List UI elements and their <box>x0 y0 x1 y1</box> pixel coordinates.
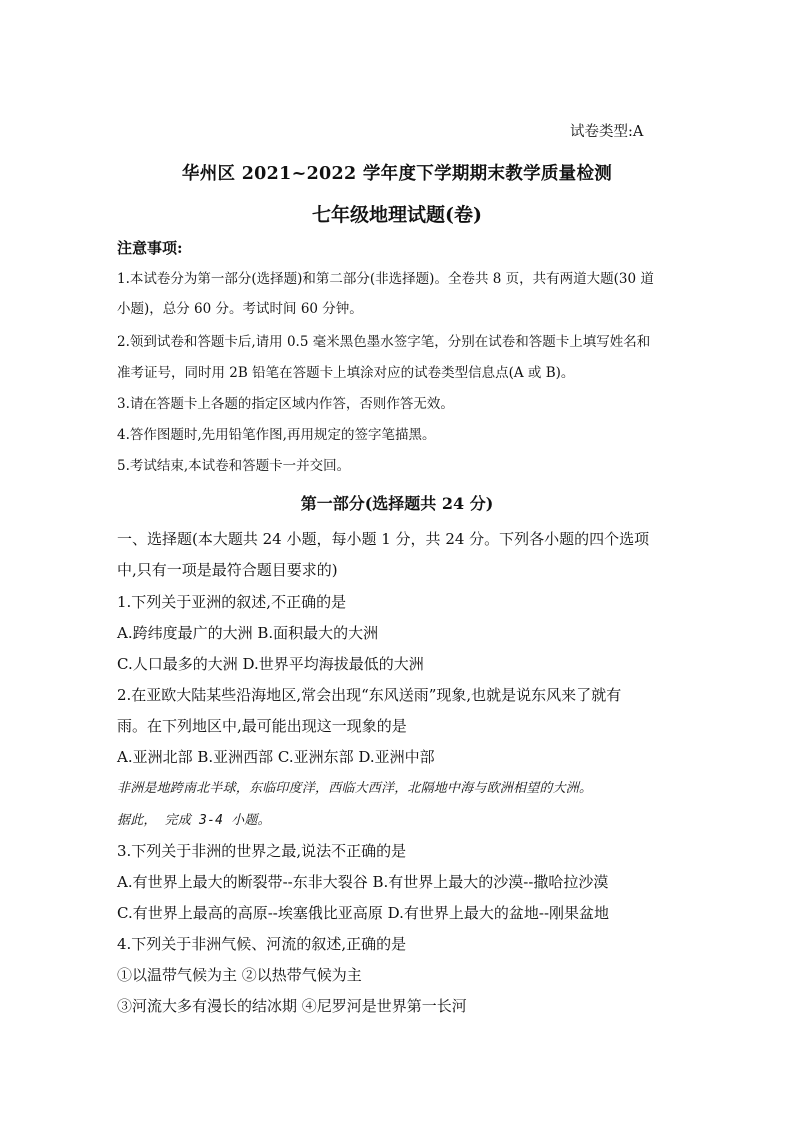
question-stem: 3.下列关于非洲的世界之最,说法不正确的是 <box>117 842 407 860</box>
notice-line: 1.本试卷分为第一部分(选择题)和第二部分(非选择题)。全卷共 8 页，共有两道大题(30 道 <box>117 271 654 287</box>
africa-intro: 据此， 完成 3-4 小题。 <box>117 813 271 828</box>
question-stem: 4.下列关于非洲气候、河流的叙述,正确的是 <box>117 935 407 953</box>
question-stem: 1.下列关于亚洲的叙述,不正确的是 <box>117 593 347 611</box>
part1-intro: 一、选择题(本大题共 24 小题，每小题 1 分，共 24 分。下列各小题的四个选项 <box>117 530 650 548</box>
question-stem: 雨。在下列地区中,最可能出现这一现象的是 <box>117 717 407 735</box>
notice-line: 小题)，总分 60 分。考试时间 60 分钟。 <box>117 301 363 317</box>
question-options: A.跨纬度最广的大洲 B.面积最大的大洲 <box>117 624 379 642</box>
part1-title: 第一部分(选择题共 24 分) <box>300 494 494 513</box>
notice-line: 准考证号，同时用 2B 铅笔在答题卡上填涂对应的试卷类型信息点(A 或 B)。 <box>117 365 575 381</box>
exam-subtitle: 七年级地理试题(卷) <box>312 204 482 226</box>
part1-intro: 中,只有一项是最符合题目要求的) <box>117 561 338 579</box>
notice-line: 3.请在答题卡上各题的指定区域内作答，否则作答无效。 <box>117 396 454 412</box>
africa-intro: 非洲是地跨南北半球，东临印度洋，西临大西洋，北隔地中海与欧洲相望的大洲。 <box>117 781 593 796</box>
paper-type-label: 试卷类型:A <box>570 124 644 140</box>
question-options: A.有世界上最大的断裂带--东非大裂谷 B.有世界上最大的沙漠--撒哈拉沙漠 <box>117 873 609 891</box>
question-options: C.人口最多的大洲 D.世界平均海拔最低的大洲 <box>117 655 424 673</box>
notice-line: 4.答作图题时,先用铅笔作图,再用规定的签字笔描黑。 <box>117 427 436 443</box>
question-stem: 2.在亚欧大陆某些沿海地区,常会出现“东风送雨”现象,也就是说东风来了就有 <box>117 686 622 704</box>
question-items: ③河流大多有漫长的结冰期 ④尼罗河是世界第一长河 <box>117 997 467 1015</box>
question-items: ①以温带气候为主 ②以热带气候为主 <box>117 966 362 984</box>
question-options: C.有世界上最高的高原--埃塞俄比亚高原 D.有世界上最大的盆地--刚果盆地 <box>117 904 610 922</box>
exam-title: 华州区 2021~2022 学年度下学期期末教学质量检测 <box>181 164 613 184</box>
question-options: A.亚洲北部 B.亚洲西部 C.亚洲东部 D.亚洲中部 <box>117 748 435 766</box>
notice-line: 2.领到试卷和答题卡后,请用 0.5 毫米黑色墨水签字笔，分别在试卷和答题卡上填写姓名和 <box>117 334 651 350</box>
notice-heading: 注意事项: <box>117 239 183 257</box>
notice-line: 5.考试结束,本试卷和答题卡一并交回。 <box>117 458 351 474</box>
